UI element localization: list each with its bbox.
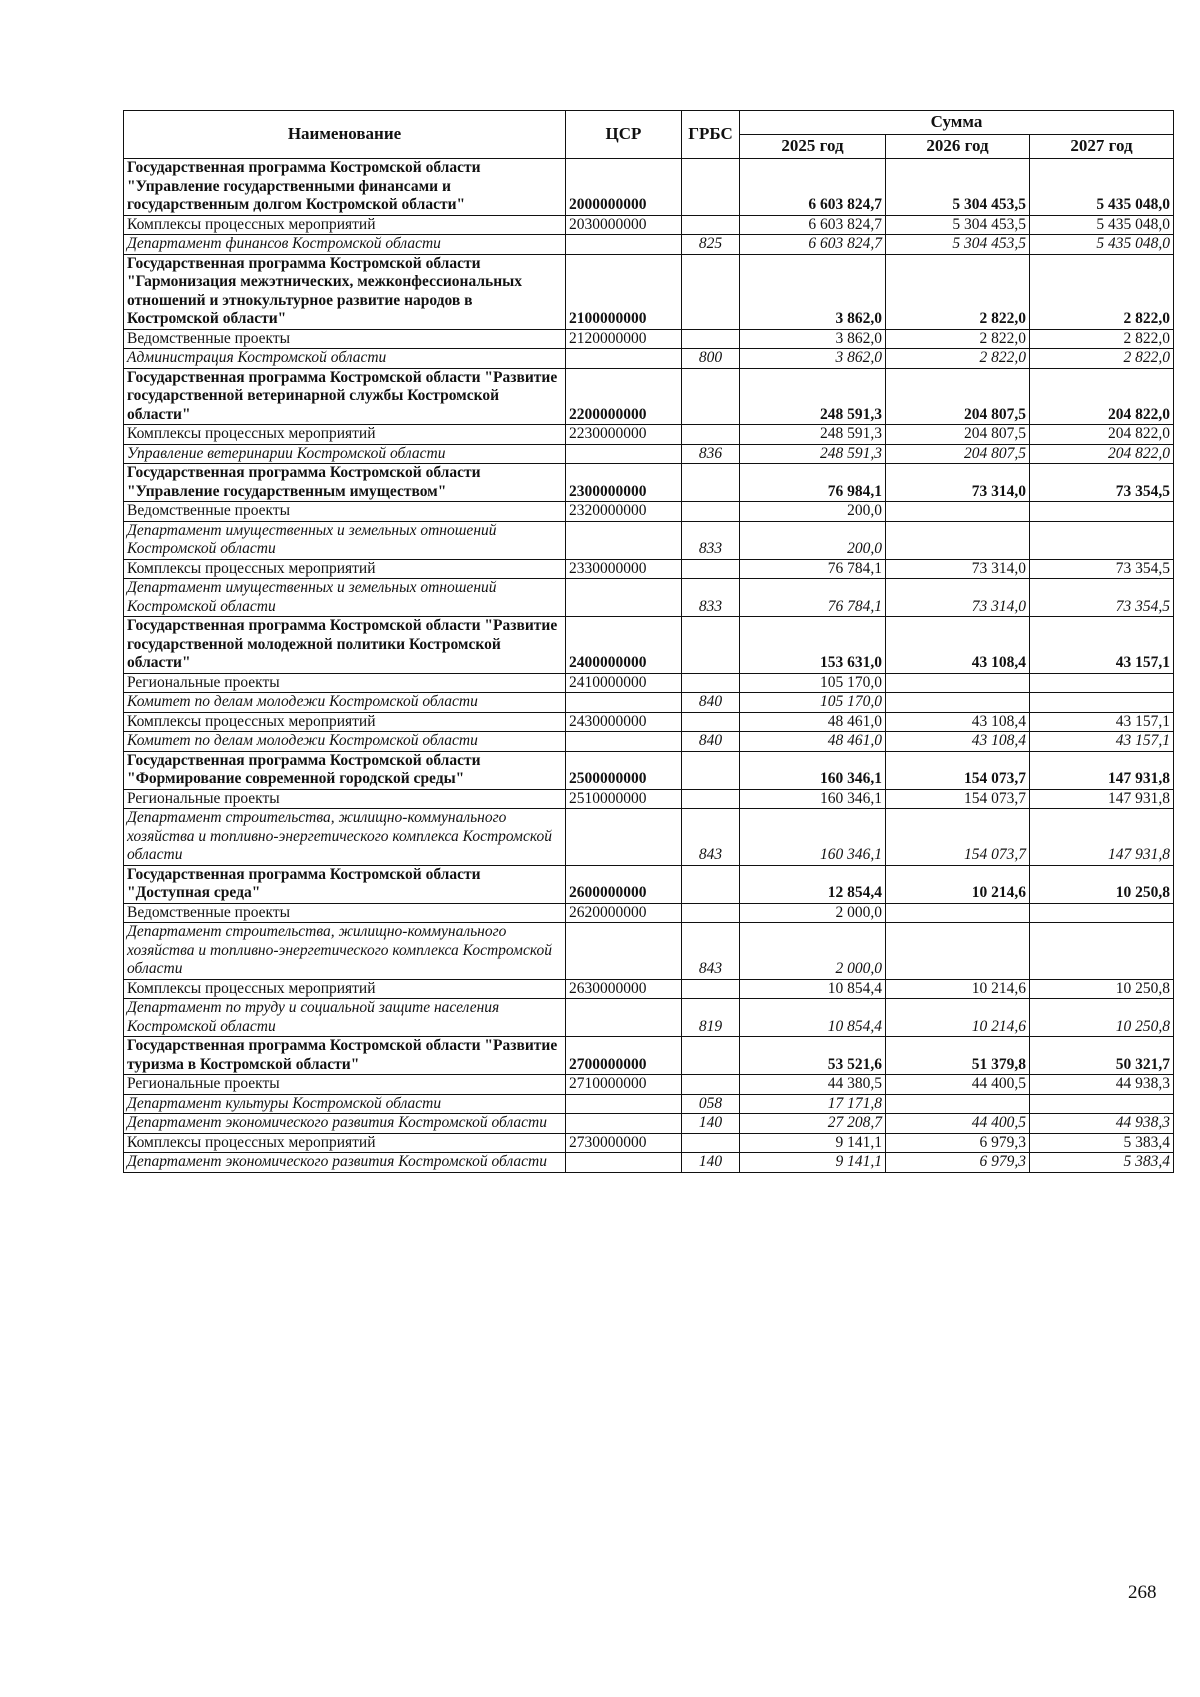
program-row	[124, 254, 1174, 329]
row-name: Комплексы процессных мероприятий	[124, 1133, 566, 1153]
row-value-2026: 2 822,0	[886, 349, 1030, 369]
row-grbs	[682, 865, 740, 903]
row-value-2025: 200,0	[740, 502, 886, 522]
row-value-2025: 105 170,0	[740, 693, 886, 713]
department-row	[124, 579, 1174, 617]
header-name: Наименование	[124, 111, 566, 159]
row-grbs: 819	[682, 999, 740, 1037]
row-value-2026: 73 314,0	[886, 464, 1030, 502]
department-row	[124, 521, 1174, 559]
row-grbs	[682, 1075, 740, 1095]
header-csr: ЦСР	[566, 111, 682, 159]
row-name: Комплексы процессных мероприятий	[124, 215, 566, 235]
row-value-2026: 6 979,3	[886, 1153, 1030, 1173]
department-row	[124, 349, 1174, 369]
row-grbs: 843	[682, 923, 740, 980]
row-value-2025: 48 461,0	[740, 712, 886, 732]
table-header	[124, 111, 1174, 159]
row-value-2027: 204 822,0	[1030, 425, 1174, 445]
row-value-2027: 10 250,8	[1030, 999, 1174, 1037]
row-value-2027: 44 938,3	[1030, 1114, 1174, 1134]
row-value-2025: 248 591,3	[740, 368, 886, 425]
row-csr: 2000000000	[566, 159, 682, 216]
row-name: Департамент экономического развития Костромской области	[124, 1114, 566, 1134]
row-value-2025: 200,0	[740, 521, 886, 559]
row-csr: 2600000000	[566, 865, 682, 903]
row-value-2027: 44 938,3	[1030, 1075, 1174, 1095]
subprogram-row	[124, 502, 1174, 522]
program-row	[124, 368, 1174, 425]
row-grbs	[682, 425, 740, 445]
row-name: Департамент культуры Костромской области	[124, 1094, 566, 1114]
row-value-2025: 6 603 824,7	[740, 215, 886, 235]
row-value-2025: 105 170,0	[740, 673, 886, 693]
table-body	[124, 159, 1174, 1173]
row-value-2026: 5 304 453,5	[886, 215, 1030, 235]
row-csr	[566, 999, 682, 1037]
row-name: Ведомственные проекты	[124, 502, 566, 522]
row-csr: 2230000000	[566, 425, 682, 445]
row-value-2027: 5 435 048,0	[1030, 215, 1174, 235]
row-grbs: 833	[682, 579, 740, 617]
subprogram-row	[124, 979, 1174, 999]
row-csr	[566, 349, 682, 369]
row-name: Департамент строительства, жилищно-коммунального хозяйства и топливно-энергетического комплекса Костромской области	[124, 809, 566, 866]
row-value-2025: 27 208,7	[740, 1114, 886, 1134]
row-value-2027	[1030, 521, 1174, 559]
row-csr: 2620000000	[566, 903, 682, 923]
row-name: Департамент строительства, жилищно-коммунального хозяйства и топливно-энергетического комплекса Костромской области	[124, 923, 566, 980]
row-csr: 2320000000	[566, 502, 682, 522]
row-value-2027: 204 822,0	[1030, 444, 1174, 464]
row-value-2025: 9 141,1	[740, 1133, 886, 1153]
row-value-2027: 10 250,8	[1030, 865, 1174, 903]
row-value-2026: 204 807,5	[886, 425, 1030, 445]
row-csr: 2510000000	[566, 789, 682, 809]
department-row	[124, 444, 1174, 464]
row-grbs	[682, 329, 740, 349]
row-value-2025: 3 862,0	[740, 349, 886, 369]
row-value-2025: 6 603 824,7	[740, 159, 886, 216]
row-value-2025: 9 141,1	[740, 1153, 886, 1173]
row-value-2026: 73 314,0	[886, 559, 1030, 579]
subprogram-row	[124, 559, 1174, 579]
row-value-2027: 5 383,4	[1030, 1153, 1174, 1173]
row-name: Государственная программа Костромской области "Формирование современной городской среды"	[124, 751, 566, 789]
row-csr: 2120000000	[566, 329, 682, 349]
row-value-2027: 2 822,0	[1030, 349, 1174, 369]
row-name: Региональные проекты	[124, 1075, 566, 1095]
row-value-2027: 2 822,0	[1030, 329, 1174, 349]
row-value-2026: 154 073,7	[886, 789, 1030, 809]
row-csr	[566, 732, 682, 752]
row-grbs: 840	[682, 732, 740, 752]
row-csr	[566, 809, 682, 866]
row-grbs: 840	[682, 693, 740, 713]
row-csr: 2430000000	[566, 712, 682, 732]
department-row	[124, 923, 1174, 980]
row-name: Государственная программа Костромской области "Гармонизация межэтнических, межконфессиональных отношений и этнокультурное развитие народов в Костромской области"	[124, 254, 566, 329]
row-value-2027: 73 354,5	[1030, 559, 1174, 579]
row-value-2027	[1030, 903, 1174, 923]
program-row	[124, 865, 1174, 903]
row-grbs: 836	[682, 444, 740, 464]
row-grbs	[682, 903, 740, 923]
row-value-2026	[886, 923, 1030, 980]
subprogram-row	[124, 1133, 1174, 1153]
row-grbs	[682, 159, 740, 216]
department-row	[124, 1114, 1174, 1134]
row-csr	[566, 444, 682, 464]
row-value-2025: 76 784,1	[740, 559, 886, 579]
row-value-2025: 10 854,4	[740, 999, 886, 1037]
row-value-2026: 43 108,4	[886, 617, 1030, 674]
row-value-2025: 248 591,3	[740, 425, 886, 445]
row-grbs	[682, 215, 740, 235]
header-grbs: ГРБС	[682, 111, 740, 159]
subprogram-row	[124, 1075, 1174, 1095]
row-value-2026	[886, 903, 1030, 923]
row-name: Ведомственные проекты	[124, 903, 566, 923]
budget-table	[123, 110, 1174, 1173]
row-grbs	[682, 368, 740, 425]
row-name: Комплексы процессных мероприятий	[124, 425, 566, 445]
row-csr: 2710000000	[566, 1075, 682, 1095]
department-row	[124, 732, 1174, 752]
row-value-2026: 6 979,3	[886, 1133, 1030, 1153]
row-value-2025: 48 461,0	[740, 732, 886, 752]
row-name: Государственная программа Костромской области "Доступная среда"	[124, 865, 566, 903]
row-value-2026: 43 108,4	[886, 732, 1030, 752]
row-value-2027: 147 931,8	[1030, 809, 1174, 866]
row-value-2025: 3 862,0	[740, 254, 886, 329]
row-csr	[566, 923, 682, 980]
row-value-2025: 160 346,1	[740, 809, 886, 866]
row-value-2027: 147 931,8	[1030, 789, 1174, 809]
row-name: Комплексы процессных мероприятий	[124, 559, 566, 579]
row-name: Комитет по делам молодежи Костромской области	[124, 732, 566, 752]
budget-table-sheet	[123, 110, 1174, 1173]
department-row	[124, 999, 1174, 1037]
row-value-2027: 43 157,1	[1030, 732, 1174, 752]
row-grbs: 140	[682, 1153, 740, 1173]
row-value-2026: 10 214,6	[886, 999, 1030, 1037]
row-value-2025: 160 346,1	[740, 789, 886, 809]
row-grbs: 833	[682, 521, 740, 559]
row-value-2026	[886, 1094, 1030, 1114]
row-value-2026: 154 073,7	[886, 751, 1030, 789]
row-grbs	[682, 673, 740, 693]
row-csr: 2200000000	[566, 368, 682, 425]
row-name: Региональные проекты	[124, 673, 566, 693]
program-row	[124, 751, 1174, 789]
row-csr	[566, 235, 682, 255]
department-row	[124, 1153, 1174, 1173]
row-value-2027	[1030, 1094, 1174, 1114]
row-value-2027: 5 435 048,0	[1030, 235, 1174, 255]
row-value-2027: 5 435 048,0	[1030, 159, 1174, 216]
row-name: Департамент экономического развития Костромской области	[124, 1153, 566, 1173]
row-grbs	[682, 712, 740, 732]
row-csr	[566, 579, 682, 617]
row-value-2026: 154 073,7	[886, 809, 1030, 866]
row-value-2026: 5 304 453,5	[886, 159, 1030, 216]
row-value-2026: 44 400,5	[886, 1075, 1030, 1095]
row-value-2027: 5 383,4	[1030, 1133, 1174, 1153]
row-name: Департамент по труду и социальной защите населения Костромской области	[124, 999, 566, 1037]
row-value-2026: 43 108,4	[886, 712, 1030, 732]
row-grbs	[682, 789, 740, 809]
row-value-2026: 10 214,6	[886, 865, 1030, 903]
row-value-2027	[1030, 673, 1174, 693]
row-value-2027: 73 354,5	[1030, 464, 1174, 502]
row-value-2027: 147 931,8	[1030, 751, 1174, 789]
row-csr	[566, 1153, 682, 1173]
row-value-2025: 76 784,1	[740, 579, 886, 617]
row-grbs	[682, 254, 740, 329]
row-value-2026: 204 807,5	[886, 444, 1030, 464]
row-value-2025: 10 854,4	[740, 979, 886, 999]
subprogram-row	[124, 329, 1174, 349]
program-row	[124, 464, 1174, 502]
row-value-2027	[1030, 502, 1174, 522]
row-value-2025: 248 591,3	[740, 444, 886, 464]
row-name: Государственная программа Костромской области "Управление государственными финансами и государственным долгом Костромской области"	[124, 159, 566, 216]
header-sum: Сумма	[740, 111, 1174, 135]
row-csr	[566, 521, 682, 559]
row-csr: 2500000000	[566, 751, 682, 789]
row-name: Департамент имущественных и земельных отношений Костромской области	[124, 521, 566, 559]
row-value-2026: 51 379,8	[886, 1037, 1030, 1075]
row-name: Комплексы процессных мероприятий	[124, 979, 566, 999]
department-row	[124, 809, 1174, 866]
row-grbs	[682, 559, 740, 579]
department-row	[124, 1094, 1174, 1114]
row-value-2025: 53 521,6	[740, 1037, 886, 1075]
subprogram-row	[124, 425, 1174, 445]
row-grbs	[682, 751, 740, 789]
row-value-2026: 2 822,0	[886, 329, 1030, 349]
row-csr: 2330000000	[566, 559, 682, 579]
row-value-2027: 2 822,0	[1030, 254, 1174, 329]
header-year-2026: 2026 год	[886, 135, 1030, 159]
row-name: Ведомственные проекты	[124, 329, 566, 349]
row-csr: 2730000000	[566, 1133, 682, 1153]
row-value-2026	[886, 502, 1030, 522]
row-grbs	[682, 1133, 740, 1153]
row-value-2026: 10 214,6	[886, 979, 1030, 999]
row-grbs	[682, 464, 740, 502]
row-value-2027: 204 822,0	[1030, 368, 1174, 425]
row-name: Региональные проекты	[124, 789, 566, 809]
row-name: Департамент имущественных и земельных отношений Костромской области	[124, 579, 566, 617]
row-value-2025: 2 000,0	[740, 923, 886, 980]
row-csr: 2030000000	[566, 215, 682, 235]
header-year-2025: 2025 год	[740, 135, 886, 159]
row-grbs: 800	[682, 349, 740, 369]
row-value-2027: 73 354,5	[1030, 579, 1174, 617]
row-value-2025: 160 346,1	[740, 751, 886, 789]
row-value-2027: 10 250,8	[1030, 979, 1174, 999]
row-grbs: 843	[682, 809, 740, 866]
row-grbs	[682, 502, 740, 522]
row-value-2026: 44 400,5	[886, 1114, 1030, 1134]
row-name: Государственная программа Костромской области "Развитие государственной молодежной политики Костромской области"	[124, 617, 566, 674]
row-grbs: 058	[682, 1094, 740, 1114]
row-grbs	[682, 617, 740, 674]
row-value-2026	[886, 693, 1030, 713]
row-csr: 2630000000	[566, 979, 682, 999]
row-value-2025: 12 854,4	[740, 865, 886, 903]
program-row	[124, 1037, 1174, 1075]
row-value-2025: 6 603 824,7	[740, 235, 886, 255]
row-csr: 2100000000	[566, 254, 682, 329]
row-name: Государственная программа Костромской области "Управление государственным имуществом"	[124, 464, 566, 502]
row-name: Государственная программа Костромской области "Развитие государственной ветеринарной службы Костромской области"	[124, 368, 566, 425]
row-value-2027: 43 157,1	[1030, 712, 1174, 732]
header-year-2027: 2027 год	[1030, 135, 1174, 159]
row-name: Департамент финансов Костромской области	[124, 235, 566, 255]
row-name: Комплексы процессных мероприятий	[124, 712, 566, 732]
program-row	[124, 159, 1174, 216]
row-name: Администрация Костромской области	[124, 349, 566, 369]
row-csr: 2300000000	[566, 464, 682, 502]
row-value-2025: 76 984,1	[740, 464, 886, 502]
row-csr	[566, 1114, 682, 1134]
row-name: Комитет по делам молодежи Костромской области	[124, 693, 566, 713]
row-value-2027: 50 321,7	[1030, 1037, 1174, 1075]
row-value-2026	[886, 673, 1030, 693]
row-grbs	[682, 1037, 740, 1075]
row-value-2026: 2 822,0	[886, 254, 1030, 329]
row-name: Государственная программа Костромской области "Развитие туризма в Костромской области"	[124, 1037, 566, 1075]
subprogram-row	[124, 903, 1174, 923]
row-grbs	[682, 979, 740, 999]
row-csr: 2410000000	[566, 673, 682, 693]
row-csr: 2400000000	[566, 617, 682, 674]
department-row	[124, 693, 1174, 713]
row-name: Управление ветеринарии Костромской области	[124, 444, 566, 464]
row-value-2026	[886, 521, 1030, 559]
row-value-2027	[1030, 923, 1174, 980]
subprogram-row	[124, 789, 1174, 809]
row-value-2025: 153 631,0	[740, 617, 886, 674]
row-value-2026: 73 314,0	[886, 579, 1030, 617]
row-value-2026: 204 807,5	[886, 368, 1030, 425]
row-value-2026: 5 304 453,5	[886, 235, 1030, 255]
row-csr	[566, 693, 682, 713]
subprogram-row	[124, 673, 1174, 693]
program-row	[124, 617, 1174, 674]
row-value-2025: 3 862,0	[740, 329, 886, 349]
row-value-2025: 44 380,5	[740, 1075, 886, 1095]
subprogram-row	[124, 215, 1174, 235]
row-grbs: 825	[682, 235, 740, 255]
row-value-2027: 43 157,1	[1030, 617, 1174, 674]
row-value-2027	[1030, 693, 1174, 713]
row-csr: 2700000000	[566, 1037, 682, 1075]
row-value-2025: 2 000,0	[740, 903, 886, 923]
department-row	[124, 235, 1174, 255]
row-grbs: 140	[682, 1114, 740, 1134]
row-csr	[566, 1094, 682, 1114]
row-value-2025: 17 171,8	[740, 1094, 886, 1114]
page-number: 268	[1128, 1582, 1157, 1603]
subprogram-row	[124, 712, 1174, 732]
